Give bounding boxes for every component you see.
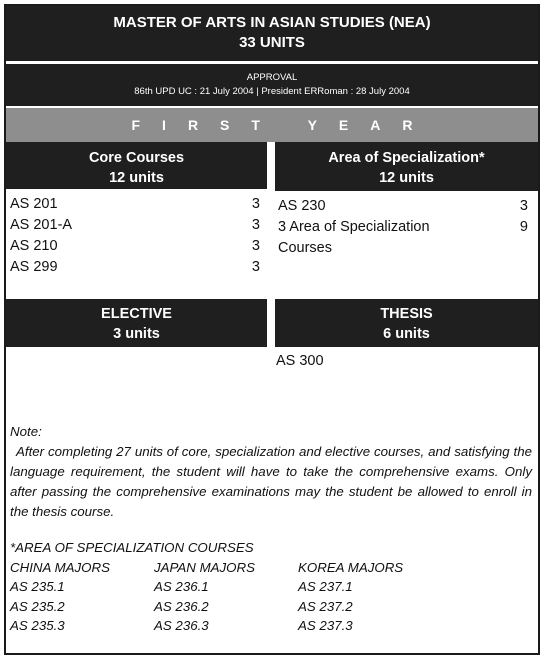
major-course: AS 237.2	[298, 598, 353, 614]
course-name: 3 Area of Specialization Courses	[278, 219, 430, 256]
major-column	[298, 558, 442, 636]
majors-table	[10, 558, 530, 636]
approval-label: APPROVAL	[246, 72, 298, 83]
major-name: JAPAN MAJORS	[154, 559, 255, 575]
course-name: AS 201-A	[10, 217, 73, 233]
thesis-course: AS 300	[276, 353, 324, 369]
major-course: AS 236.2	[154, 598, 209, 614]
title-bar	[6, 6, 538, 61]
thesis-title: THESIS	[380, 306, 433, 322]
note-section	[10, 422, 532, 522]
course-units: 3	[519, 198, 528, 214]
course-units: 3	[251, 217, 260, 233]
specialization-units: 12 units	[379, 170, 434, 186]
note-text: After completing 27 units of core, specialization and elective courses, and satisfying the language requirement, the student will have to take the comprehensive exams. Only after passing the comprehensive examinations may the student be allowed to enroll in the thesis course.	[10, 444, 532, 519]
note-label: Note:	[10, 424, 42, 439]
approval-detail: 86th UPD UC : 21 July 2004 | President ERRoman : 28 July 2004	[134, 86, 410, 97]
major-course: AS 236.3	[154, 618, 209, 633]
course-units: 3	[251, 196, 260, 212]
core-course-list	[10, 194, 260, 278]
course-row	[278, 196, 528, 217]
thesis-header	[275, 299, 538, 347]
course-units: 9	[519, 219, 528, 235]
core-courses-title: Core Courses	[88, 150, 185, 166]
specialization-header	[275, 142, 538, 191]
major-column	[154, 558, 298, 636]
specialization-title: Area of Specialization*	[328, 150, 485, 166]
major-course: AS 237.1	[298, 579, 353, 594]
specialization-course-list	[278, 196, 528, 259]
elective-units: 3 units	[113, 326, 160, 342]
major-course: AS 236.1	[154, 579, 209, 594]
major-course: AS 235.1	[10, 579, 65, 594]
major-column	[10, 558, 154, 636]
program-units: 33 UNITS	[239, 34, 305, 51]
course-row	[10, 215, 260, 236]
elective-header	[6, 299, 267, 347]
course-name: AS 230	[278, 198, 326, 214]
major-name: CHINA MAJORS	[10, 559, 110, 575]
program-title: MASTER OF ARTS IN ASIAN STUDIES (NEA)	[113, 14, 431, 31]
specialization-courses-title: *AREA OF SPECIALIZATION COURSES	[10, 540, 254, 555]
specialization-courses-section	[10, 538, 530, 636]
course-row	[10, 194, 260, 215]
course-name: AS 201	[10, 196, 58, 212]
elective-title: ELECTIVE	[101, 306, 172, 322]
thesis-units: 6 units	[383, 326, 430, 342]
course-row	[278, 217, 528, 259]
course-row	[10, 257, 260, 278]
course-name: AS 299	[10, 259, 58, 275]
curriculum-sheet	[4, 4, 540, 655]
major-course: AS 237.3	[298, 618, 353, 633]
core-courses-units: 12 units	[109, 170, 164, 186]
approval-bar	[6, 64, 538, 106]
major-name: KOREA MAJORS	[298, 559, 404, 575]
course-name: AS 210	[10, 238, 58, 254]
course-row	[10, 236, 260, 257]
course-units: 3	[251, 238, 260, 254]
course-units: 3	[251, 259, 260, 275]
major-course: AS 235.2	[10, 598, 65, 614]
major-course: AS 235.3	[10, 618, 65, 633]
year-bar: FIRST YEAR	[6, 108, 538, 142]
core-courses-header	[6, 142, 267, 189]
